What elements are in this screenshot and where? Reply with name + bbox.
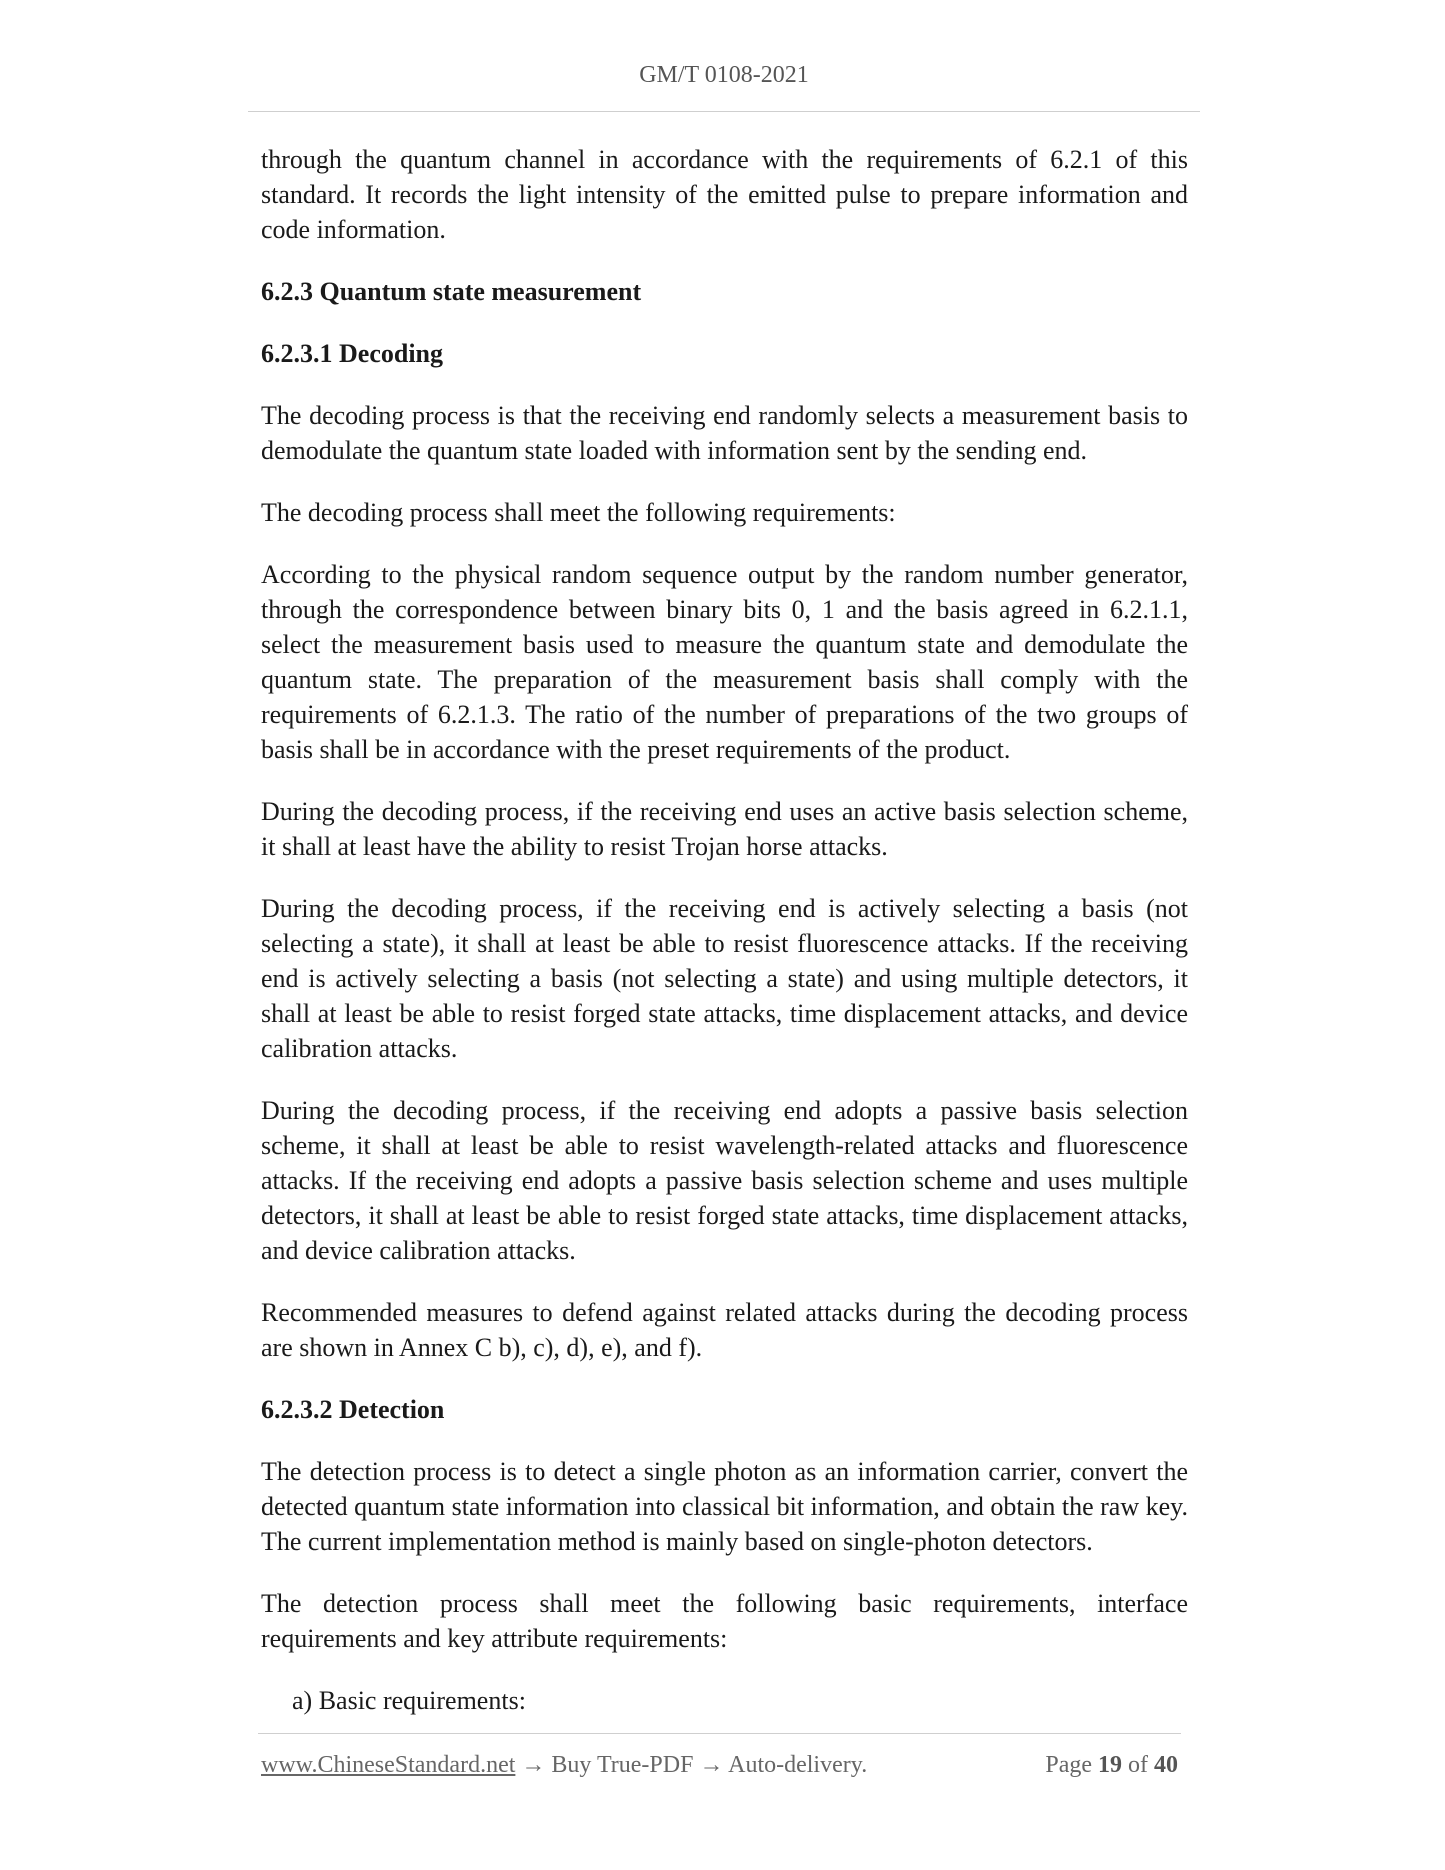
page-number: 19 [1098, 1752, 1122, 1778]
page-total: 40 [1154, 1752, 1178, 1778]
page-body [261, 142, 1188, 1718]
paragraph-basis-selection: According to the physical random sequence output by the random number generator, through the correspondence between binary bits 0, 1 and the basis agreed in 6.2.1.1, select the measurement basis used to measure the quantum state and demodulate the quantum state. The preparation of the measurement basis shall comply with the requirements of 6.2.1.3. The ratio of the number of preparations of the two groups of basis shall be in accordance with the preset requirements of the product. [261, 560, 1188, 764]
paragraph-active-basis-attacks: During the decoding process, if the receiving end is actively selecting a basis (not selecting a state), it shall at least be able to resist fluorescence attacks. If the receiving end is actively selecting a basis (not selecting a state) and using multiple detectors, it shall at least be able to resist forged state attacks, time displacement attacks, and device calibration attacks. [261, 894, 1188, 1063]
paragraph-decoding-requirements-intro: The decoding process shall meet the following requirements: [261, 498, 896, 527]
paragraph-decoding-definition: The decoding process is that the receiving end randomly selects a measurement basis to demodulate the quantum state loaded with information sent by the sending end. [261, 401, 1188, 465]
running-header: GM/T 0108-2021 [639, 62, 809, 88]
website-link[interactable]: www.ChineseStandard.net [261, 1752, 516, 1778]
page-indicator [1045, 1752, 1178, 1779]
page-footer [261, 1752, 1181, 1784]
paragraph-active-basis-trojan: During the decoding process, if the receiving end uses an active basis selection scheme, it shall at least have the ability to resist Trojan horse attacks. [261, 797, 1188, 861]
header-divider [248, 111, 1200, 112]
section-heading-6-2-3: 6.2.3 Quantum state measurement [261, 277, 642, 306]
footer-promo-text: → Buy True-PDF → Auto-delivery. [515, 1752, 868, 1778]
of-label: of [1128, 1752, 1148, 1778]
paragraph-detection-definition: The detection process is to detect a single photon as an information carrier, convert the detected quantum state information into classical bit information, and obtain the raw key. The current implementation method is mainly based on single-photon detectors. [261, 1457, 1188, 1556]
section-heading-6-2-3-2: 6.2.3.2 Detection [261, 1395, 445, 1424]
list-item-basic-requirements: a) Basic requirements: [292, 1686, 526, 1715]
footer-promo [261, 1752, 867, 1779]
paragraph-passive-basis-attacks: During the decoding process, if the receiving end adopts a passive basis selection scheme, it shall at least be able to resist wavelength-related attacks and fluorescence attacks. If the receiving end adopts a passive basis selection scheme and uses multiple detectors, it shall at least be able to resist forged state attacks, time displacement attacks, and device calibration attacks. [261, 1096, 1188, 1265]
page-label: Page [1045, 1752, 1092, 1778]
paragraph-detection-requirements-intro: The detection process shall meet the following basic requirements, interface requirements and key attribute requirements: [261, 1589, 1188, 1653]
paragraph-recommended-measures: Recommended measures to defend against related attacks during the decoding process are shown in Annex C b), c), d), e), and f). [261, 1298, 1188, 1362]
footer-divider [258, 1733, 1181, 1734]
paragraph-continuation: through the quantum channel in accordance with the requirements of 6.2.1 of this standard. It records the light intensity of the emitted pulse to prepare information and code information. [261, 145, 1188, 244]
section-heading-6-2-3-1: 6.2.3.1 Decoding [261, 339, 443, 368]
